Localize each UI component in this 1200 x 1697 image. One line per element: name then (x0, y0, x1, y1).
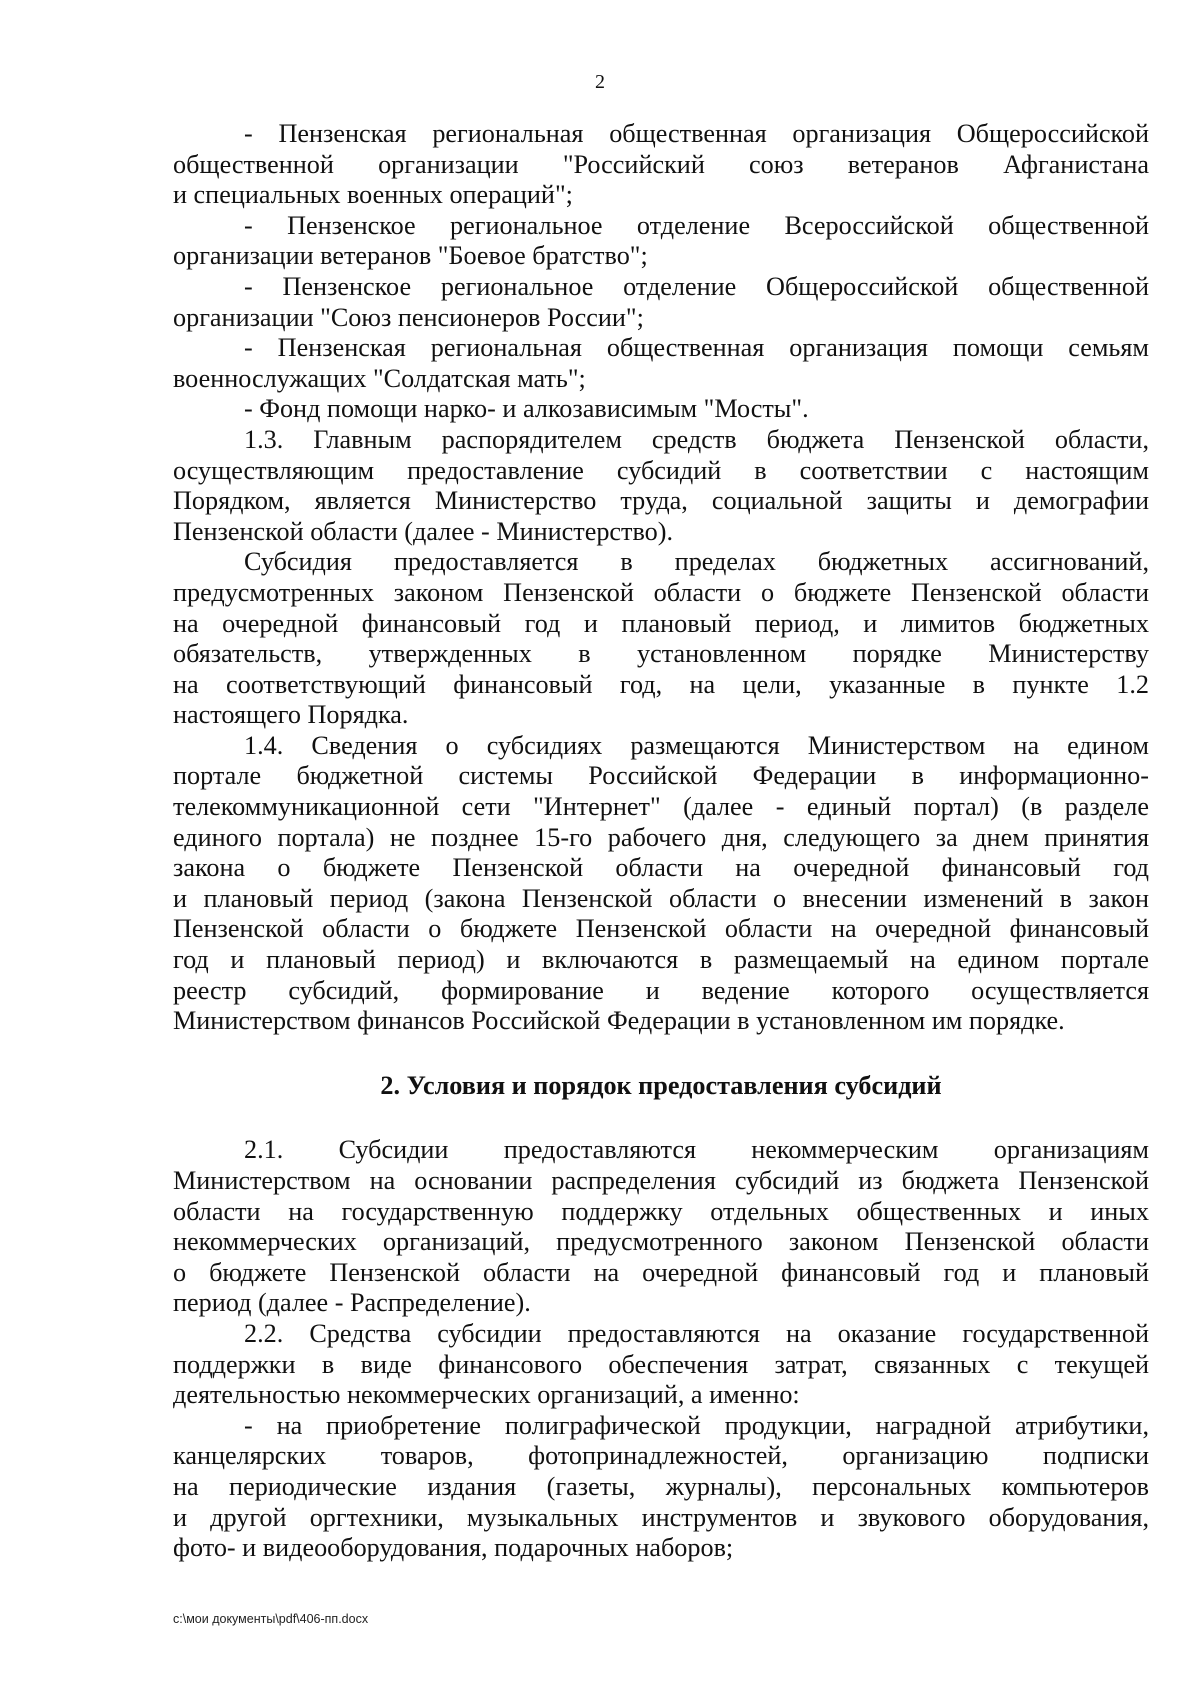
text-line: деятельностью некоммерческих организаций, а именно: (173, 1380, 800, 1410)
section-heading: 2. Условия и порядок предоставления субсидий (380, 1070, 942, 1100)
text-line: - Фонд помощи нарко- и алкозависимым "Мосты". (244, 394, 809, 424)
text-line: организации "Союз пенсионеров России"; (173, 302, 644, 332)
text-line: и другой оргтехники, музыкальных инструментов и звукового оборудования, (173, 1502, 1149, 1532)
text-line: Министерством на основании распределения субсидий из бюджета Пензенской (173, 1166, 1149, 1195)
text-line: Министерством финансов Российской Федерации в установленном им порядке. (173, 1006, 1065, 1036)
text-line: на очередной финансовый год и плановый период, и лимитов бюджетных (173, 608, 1149, 638)
text-line: некоммерческих организаций, предусмотренного законом Пензенской области (173, 1227, 1149, 1257)
text-line: Порядком, является Министерство труда, социальной защиты и демографии (173, 486, 1149, 516)
text-line: портале бюджетной системы Российской Федерации в информационно- (173, 761, 1149, 791)
text-line: фото- и видеооборудования, подарочных наборов; (173, 1533, 734, 1563)
text-line: и плановый период (закона Пензенской области о внесении изменений в закон (173, 883, 1149, 913)
text-line: реестр субсидий, формирование и ведение которого осуществляется (173, 975, 1149, 1005)
text-line: настоящего Порядка. (173, 700, 409, 730)
text-line: на периодические издания (газеты, журналы), персональных компьютеров (173, 1471, 1149, 1501)
text-line: 1.4. Сведения о субсидиях размещаются Министерством на едином (244, 730, 1149, 760)
text-line: закона о бюджете Пензенской области на очередной финансовый год (173, 853, 1149, 883)
text-line: военнослужащих "Солдатская мать"; (173, 363, 586, 393)
text-line: Пензенской области о бюджете Пензенской области на очередной финансовый (173, 914, 1149, 944)
text-line: предусмотренных законом Пензенской области о бюджете Пензенской области (173, 577, 1149, 607)
footer-file-path: c:\мои документы\pdf\406-пп.docx (173, 1612, 369, 1626)
text-line: год и плановый период) и включаются в размещаемый на едином портале (173, 945, 1149, 975)
text-line: Пензенской области (далее - Министерство). (173, 516, 674, 546)
text-line: - на приобретение полиграфической продукции, наградной атрибутики, (244, 1410, 1149, 1440)
text-line: - Пензенская региональная общественная организация помощи семьям (244, 333, 1149, 363)
text-line: общественной организации "Российский союз ветеранов Афганистана (173, 149, 1149, 179)
text-line: области на государственную поддержку отдельных общественных и иных (173, 1196, 1149, 1226)
document-body (173, 119, 1149, 1564)
text-line: Субсидия предоставляется в пределах бюджетных ассигнований, (244, 547, 1149, 577)
text-line: организации ветеранов "Боевое братство"; (173, 241, 648, 271)
text-line: канцелярских товаров, фотопринадлежностей, организацию подписки (173, 1441, 1149, 1471)
text-line: 1.3. Главным распорядителем средств бюджета Пензенской области, (244, 424, 1149, 454)
text-line: о бюджете Пензенской области на очередной финансовый год и плановый (173, 1257, 1149, 1287)
text-line: осуществляющим предоставление субсидий в соответствии с настоящим (173, 455, 1149, 485)
text-line: период (далее - Распределение). (173, 1288, 531, 1318)
text-line: - Пензенское региональное отделение Общероссийской общественной (244, 271, 1149, 301)
text-line: 2.1. Субсидии предоставляются некоммерческим организациям (244, 1135, 1149, 1165)
text-line: - Пензенское региональное отделение Всероссийской общественной (244, 210, 1149, 240)
text-line: телекоммуникационной сети "Интернет" (далее - единый портал) (в разделе (173, 792, 1149, 822)
text-line: 2.2. Средства субсидии предоставляются на оказание государственной (244, 1318, 1149, 1348)
text-line: поддержки в виде финансового обеспечения затрат, связанных с текущей (173, 1349, 1149, 1379)
text-line: на соответствующий финансовый год, на цели, указанные в пункте 1.2 (173, 669, 1149, 699)
text-line: и специальных военных операций"; (173, 180, 573, 210)
text-line: - Пензенская региональная общественная организация Общероссийской (244, 119, 1149, 148)
page-number: 2 (595, 71, 605, 93)
text-line: обязательств, утвержденных в установленном порядке Министерству (173, 639, 1149, 669)
text-line: единого портала) не позднее 15-го рабочего дня, следующего за днем принятия (173, 822, 1149, 852)
